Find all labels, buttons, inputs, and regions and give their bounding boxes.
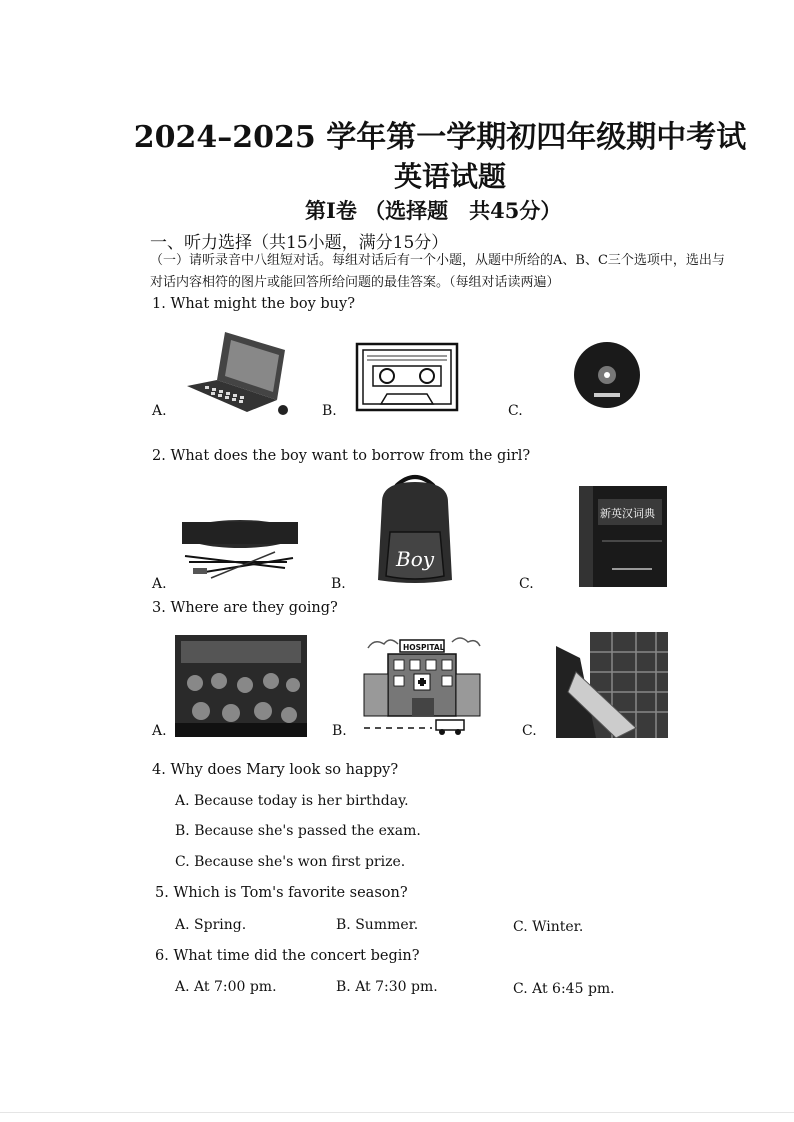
backpack-text: Boy <box>396 547 435 571</box>
page-bottom-divider <box>0 1112 794 1113</box>
q3-label-a: A. <box>152 723 167 739</box>
cd-disc-image <box>572 338 642 413</box>
classroom-image <box>175 635 307 737</box>
question-1: 1. What might the boy buy? <box>152 296 355 312</box>
section-heading: 一、听力选择（共15小题，满分15分） <box>150 233 449 253</box>
q1-label-c: C. <box>508 403 523 419</box>
exam-subject-title: 英语试题 <box>393 160 506 193</box>
q3-label-c: C. <box>522 723 537 739</box>
question-3: 3. Where are they going? <box>152 600 338 616</box>
dictionary-image <box>578 485 668 588</box>
q1-label-b: B. <box>322 403 337 419</box>
exam-title: 2024–2025 学年第一学期初四年级期中考试 <box>133 120 747 155</box>
q4-option-a: A. Because today is her birthday. <box>175 793 409 809</box>
q4-option-c: C. Because she's won first prize. <box>175 854 406 870</box>
laptop-image <box>185 328 290 416</box>
q1-label-a: A. <box>152 403 167 419</box>
volume-title: 第I卷 （选择题 共45分） <box>305 198 562 223</box>
q6-option-c: C. At 6:45 pm. <box>513 981 615 997</box>
hospital-sign-text: HOSPITAL <box>403 643 445 652</box>
q5-option-c: C. Winter. <box>513 919 584 935</box>
q3-label-b: B. <box>332 723 347 739</box>
question-2: 2. What does the boy want to borrow from the girl? <box>152 448 531 464</box>
q2-label-c: C. <box>519 576 534 592</box>
q5-option-a: A. Spring. <box>175 917 247 933</box>
question-6: 6. What time did the concert begin? <box>155 948 420 964</box>
library-image <box>556 632 668 738</box>
cassette-tape-image <box>355 342 460 412</box>
question-5: 5. Which is Tom's favorite season? <box>155 885 408 901</box>
q4-option-b: B. Because she's passed the exam. <box>175 823 421 839</box>
q2-label-a: A. <box>152 576 167 592</box>
backpack-image <box>368 472 463 587</box>
hospital-image <box>360 628 485 736</box>
question-4: 4. Why does Mary look so happy? <box>152 762 399 778</box>
q2-label-b: B. <box>331 576 346 592</box>
q6-option-b: B. At 7:30 pm. <box>336 979 438 995</box>
pencil-case-image <box>175 512 300 587</box>
q6-option-a: A. At 7:00 pm. <box>175 979 277 995</box>
dictionary-text: 新英汉词典 <box>600 507 655 520</box>
section-instruction: （一）请听录音中八组短对话。每组对话后有一个小题，从题中所给的A、B、C三个选项中，选出与对话内容相符的图片或能回答所给问题的最佳答案。（每组对话读两遍） <box>150 253 725 290</box>
q5-option-b: B. Summer. <box>336 917 419 933</box>
